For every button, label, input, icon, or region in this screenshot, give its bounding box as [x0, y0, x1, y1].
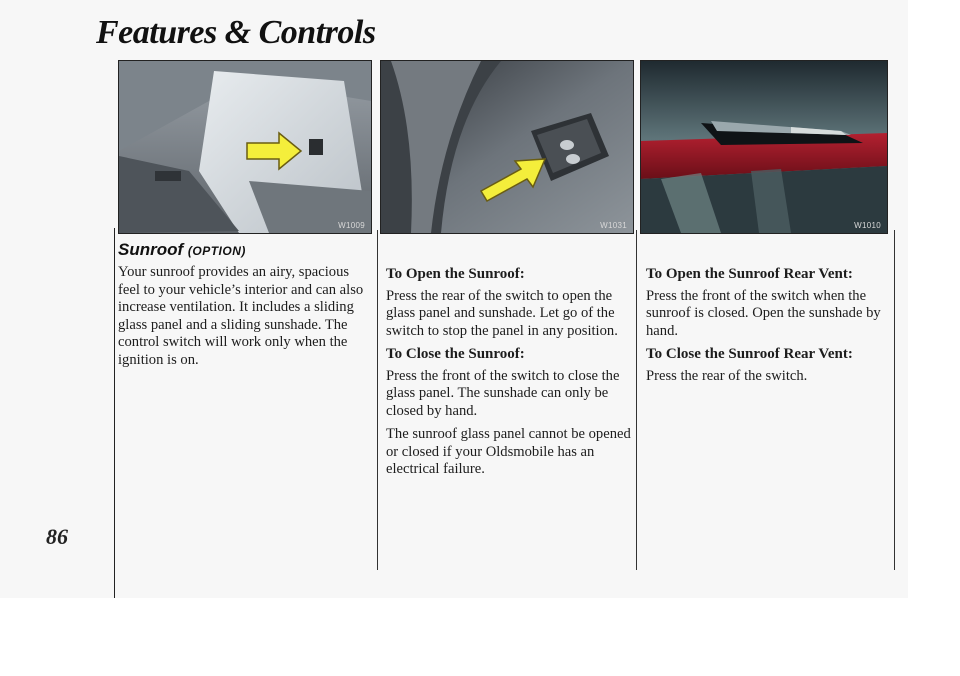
- column-divider: [894, 230, 895, 570]
- electrical-failure-note: The sunroof glass panel cannot be opened or closed if your Oldsmobile has an electrical failure.: [386, 426, 631, 477]
- open-vent-heading: To Open the Sunroof Rear Vent:: [646, 266, 853, 282]
- sunroof-intro-column: [118, 264, 368, 375]
- sunroof-intro: Your sunroof provides an airy, spacious feel to your vehicle’s interior and can also increase ventilation. It includes a sliding glass panel and a sliding sunshade. The control switch will work only when the ignition is on.: [118, 264, 364, 368]
- open-vent-text: Press the front of the switch when the sunroof is closed. Open the sunshade by hand.: [646, 287, 881, 339]
- sunroof-rear-vent-photo: [640, 60, 888, 234]
- photo-code: W1010: [854, 221, 881, 230]
- close-vent-heading: To Close the Sunroof Rear Vent:: [646, 346, 853, 362]
- option-qualifier: (OPTION): [187, 244, 246, 258]
- margin-rule: [114, 228, 115, 598]
- rear-vent-column: [646, 266, 890, 391]
- open-close-column: [386, 266, 631, 485]
- sunroof-rear-vent-exterior-photo-icon: [641, 61, 887, 233]
- section-title: Features & Controls: [96, 14, 376, 51]
- sunroof-interior-arrow-photo-icon: [119, 61, 371, 233]
- page-number: 86: [46, 524, 68, 549]
- open-sunroof-text: Press the rear of the switch to open the glass panel and sunshade. Let go of the switch to stop the panel in any position.: [386, 287, 618, 339]
- close-sunroof-text: Press the front of the switch to close the glass panel. The sunshade can only be closed by hand.: [386, 367, 620, 419]
- sunroof-switch-arrow-photo-icon: [381, 61, 633, 233]
- photo-code: W1009: [338, 221, 365, 230]
- column-divider: [636, 230, 637, 570]
- close-vent-text: Press the rear of the switch.: [646, 367, 808, 384]
- sunroof-heading: [118, 240, 246, 260]
- column-divider: [377, 230, 378, 570]
- photo-code: W1031: [600, 221, 627, 230]
- close-sunroof-heading: To Close the Sunroof:: [386, 346, 525, 362]
- sunroof-switch-photo: [380, 60, 634, 234]
- open-sunroof-heading: To Open the Sunroof:: [386, 266, 525, 282]
- sunroof-heading-text: Sunroof: [118, 240, 184, 259]
- sunroof-interior-photo: [118, 60, 372, 234]
